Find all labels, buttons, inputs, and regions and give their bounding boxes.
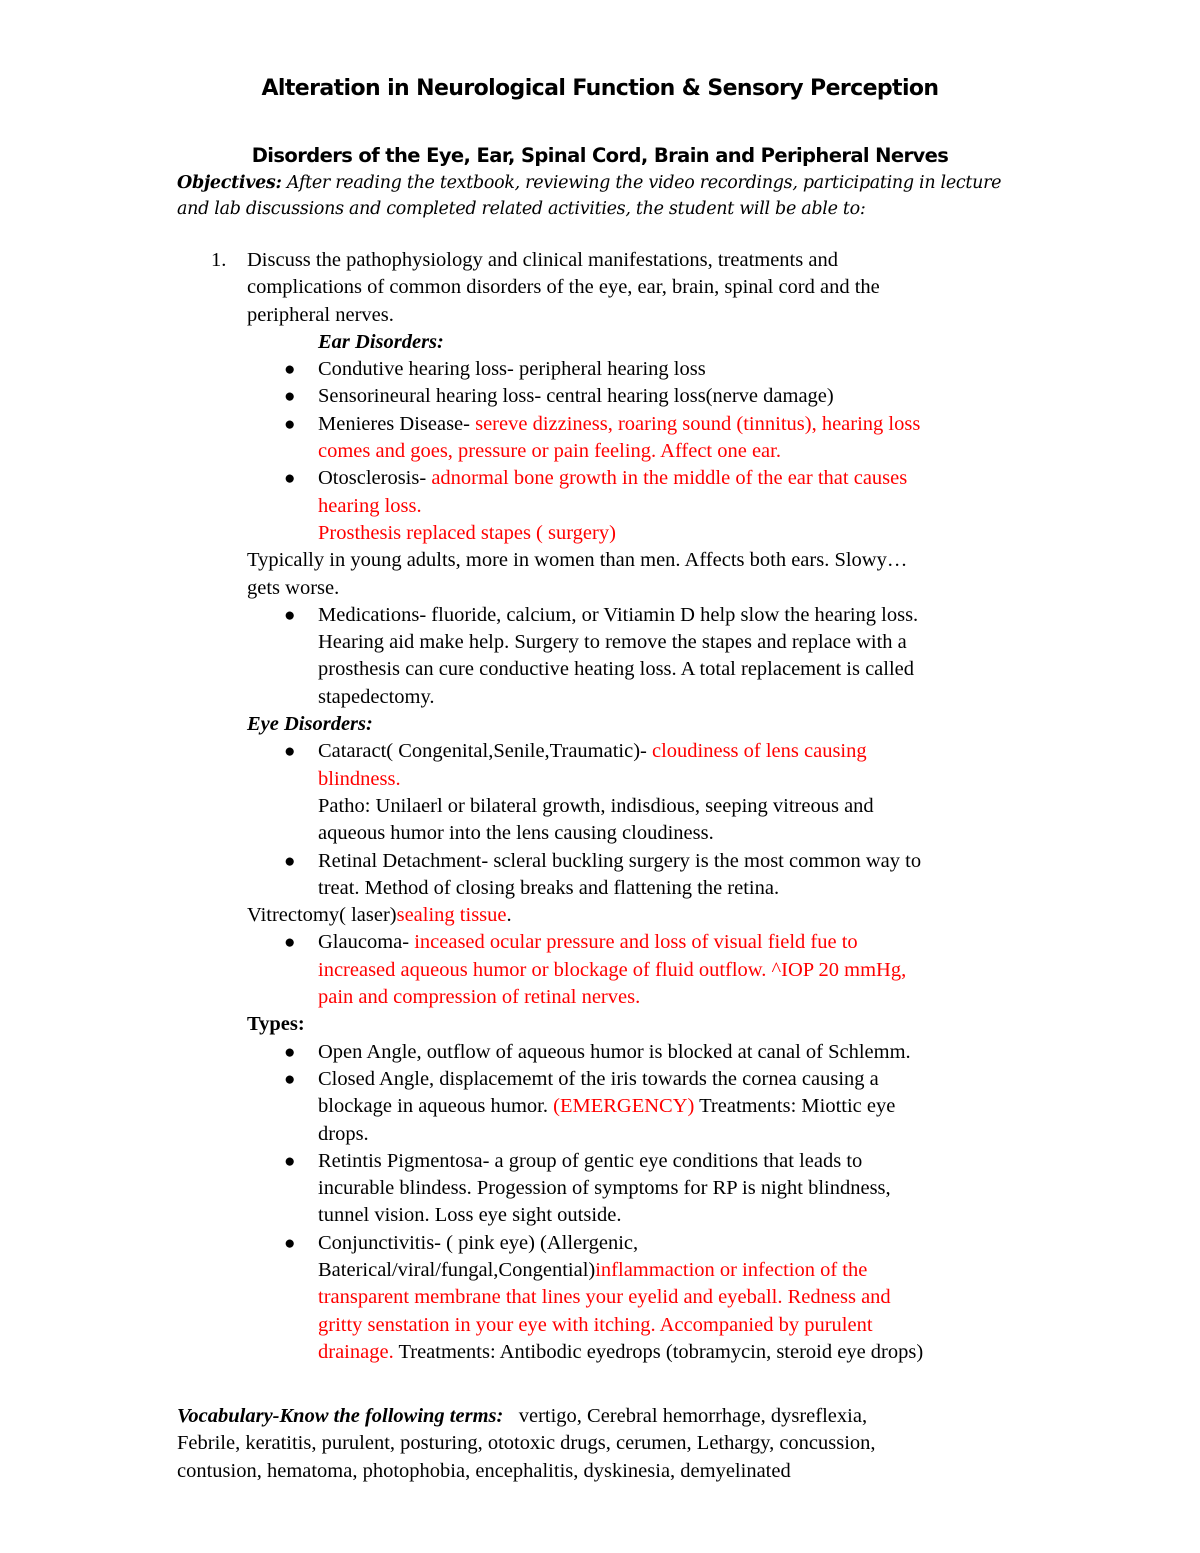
highlight-text: Prosthesis replaced stapes ( surgery) [318,521,616,544]
highlight-text: sereve dizziness, roaring sound (tinnitus), hearing loss [475,412,921,435]
bullet-text: Conjunctivitis- ( pink eye) (Allergenic, [318,1231,639,1254]
list-item [0,738,1200,765]
eye-disorders-heading: Eye Disorders: [247,713,373,736]
list-item [0,1230,1200,1257]
bullet-icon: ● [284,741,296,763]
bullet-text: Patho: Unilaerl or bilateral growth, indisdious, seeping vitreous and [318,794,874,817]
bullet-icon: ● [284,386,296,408]
bullet-icon: ● [284,850,296,872]
list-item [0,411,1200,438]
objectives-text-2: and lab discussions and completed related activities, the student will be able to: [177,198,866,219]
highlight-text: inceased ocular pressure and loss of visual field fue to [414,931,858,954]
bullet-text: Sensorineural hearing loss- central hearing loss(nerve damage) [318,385,834,408]
bullet-text: Treatments: Miottic eye [694,1095,896,1118]
bullet-text: stapedectomy. [318,685,435,708]
bullet-text: blockage in aqueous humor. [318,1095,554,1118]
list-item [0,1148,1200,1175]
list-item [0,465,1200,492]
bullet-text: incurable blindess. Progession of symptoms for RP is night blindness, [318,1177,891,1200]
item1-line: peripheral nerves. [247,303,394,326]
highlight-text: cloudiness of lens causing [651,740,867,763]
vocabulary-terms: vertigo, Cerebral hemorrhage, dysreflexia, [503,1405,868,1427]
highlight-text: pain and compression of retinal nerves. [318,986,641,1009]
bullet-text: Condutive hearing loss- peripheral hearing loss [318,358,706,381]
document-title: Alteration in Neurological Function & Sensory Perception [261,76,939,101]
list-item [0,602,1200,629]
highlight-text: drainage. [318,1340,394,1363]
list-item [0,929,1200,956]
objectives-label: Objectives: [177,173,282,193]
list-number: 1. [211,249,227,271]
term: Cataract( Congenital,Senile,Traumatic)- [318,740,652,763]
term: Menieres Disease- [318,412,476,435]
ear-disorders-heading: Ear Disorders: [318,330,444,353]
highlight-text: hearing loss. [318,494,422,517]
item1-line: Discuss the pathophysiology and clinical manifestations, treatments and [247,249,838,271]
document-subtitle: Disorders of the Eye, Ear, Spinal Cord, Brain and Peripheral Nerves [251,144,949,167]
highlight-text: transparent membrane that lines your eyelid and eyeball. Redness and [318,1286,891,1309]
vocabulary-terms: Febrile, keratitis, purulent, posturing, ototoxic drugs, cerumen, Lethargy, concussion, [177,1432,876,1455]
types-heading: Types: [247,1013,305,1036]
paragraph-line: Typically in young adults, more in women than men. Affects both ears. Slowy… [247,549,908,572]
paragraph-line: gets worse. [247,576,340,599]
bullet-icon: ● [284,359,296,381]
bullet-text: drops. [318,1122,369,1145]
bullet-icon: ● [284,604,296,626]
objectives-text-1: After reading the textbook, reviewing the video recordings, participating in lecture [281,173,1002,193]
objectives-paragraph [177,171,1017,222]
bullet-text: treat. Method of closing breaks and flattening the retina. [318,876,780,899]
list-item [0,356,1200,383]
highlight-text: sealing tissue [396,904,507,927]
bullet-text: Medications- fluoride, calcium, or Vitiamin D help slow the hearing loss. [318,603,919,626]
vocabulary-section [177,1403,1037,1485]
bullet-text: Closed Angle, displacememt of the iris towards the cornea causing a [318,1067,879,1090]
highlight-text: adnormal bone growth in the middle of the ear that causes [431,467,908,490]
highlight-text: blindness. [318,767,401,790]
item1-line: complications of common disorders of the eye, ear, brain, spinal cord and the [247,276,880,299]
vocabulary-label: Vocabulary-Know the following terms: [177,1405,504,1427]
list-item-1 [0,247,1200,274]
bullet-text: tunnel vision. Loss eye sight outside. [318,1204,622,1227]
bullet-icon: ● [284,1041,296,1063]
term: Glaucoma- [318,931,415,954]
term: Otosclerosis- [318,467,432,490]
main-content [0,247,1200,1366]
bullet-icon: ● [284,1232,296,1254]
list-item [0,1039,1200,1066]
bullet-icon: ● [284,413,296,435]
bullet-text: Baterical/viral/fungal,Congential) [318,1258,596,1281]
list-item [0,1066,1200,1093]
bullet-icon: ● [284,932,296,954]
bullet-icon: ● [284,1150,296,1172]
highlight-text: increased aqueous humor or blockage of fluid outflow. ^IOP 20 mmHg, [318,958,907,981]
punctuation: . [506,904,512,927]
list-item [0,848,1200,875]
bullet-text: aqueous humor into the lens causing cloudiness. [318,822,714,845]
bullet-icon: ● [284,1068,296,1090]
bullet-text: Retintis Pigmentosa- a group of gentic eye conditions that leads to [318,1149,863,1172]
bullet-text: Retinal Detachment- scleral buckling surgery is the most common way to [318,849,922,872]
highlight-text: comes and goes, pressure or pain feeling. Affect one ear. [318,440,781,463]
highlight-text: gritty senstation in your eye with itching. Accompanied by purulent [318,1313,873,1336]
vocabulary-terms: contusion, hematoma, photophobia, encephalitis, dyskinesia, demyelinated [177,1459,791,1482]
list-item [0,383,1200,410]
bullet-text: Open Angle, outflow of aqueous humor is blocked at canal of Schlemm. [318,1040,911,1063]
bullet-text: Treatments: Antibodic eyedrops (tobramycin, steroid eye drops) [393,1340,924,1363]
highlight-text: inflammaction or infection of the [595,1258,868,1281]
bullet-text: prosthesis can cure conductive heating loss. A total replacement is called [318,658,915,681]
bullet-icon: ● [284,468,296,490]
term: Vitrectomy( laser) [247,904,397,927]
bullet-text: Hearing aid make help. Surgery to remove the stapes and replace with a [318,631,907,654]
highlight-text: (EMERGENCY) [553,1095,695,1118]
